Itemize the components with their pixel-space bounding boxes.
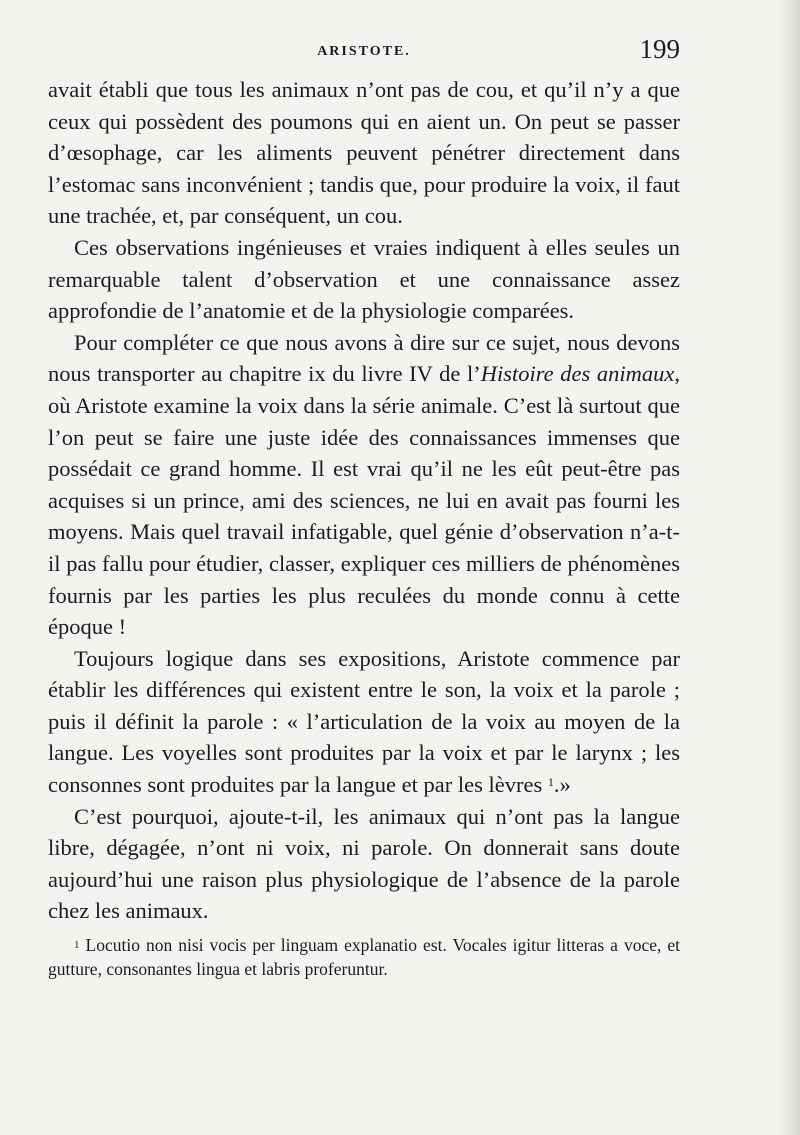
book-page bbox=[48, 30, 680, 981]
paragraph-3-text-a: Pour compléter ce que nous avons à dire sur ce sujet, nous devons nous transporter au chapitre ix du livre IV de l’ bbox=[48, 329, 680, 387]
page-edge-shadow bbox=[778, 0, 800, 1135]
book-title-italic: Histoire des animaux bbox=[480, 361, 675, 387]
footnote-text: Locutio non nisi vocis per linguam explanatio est. Vocales igitur litteras a voce, et gutture, consonantes lingua et labris proferuntur. bbox=[48, 935, 680, 980]
running-title: ARISTOTE. bbox=[317, 44, 411, 59]
paragraph-5: C’est pourquoi, ajoute-t-il, les animaux qui n’ont pas la langue libre, dégagée, n’ont ni voix, ni parole. On donnerait sans doute aujourd’hui une raison plus physiologique de l’absence de la parole chez les animaux. bbox=[48, 803, 680, 924]
paragraph-4-end: .» bbox=[553, 772, 571, 798]
page-number: 199 bbox=[639, 34, 680, 64]
paragraph-3-text-b: , où Aristote examine la voix dans la série animale. C’est là surtout que l’on peut se faire une juste idée des connaissances immenses que possédait ce grand homme. Il est vrai qu’il ne les eût peut-être pas acquises si un prince, ami des sciences, ne lui en avait pas fourni les moyens. Mais quel travail infatigable, quel génie d’observation n’a-t-il pas fallu pour étudier, classer, expliquer ces milliers de phénomènes fournis par les parties les plus reculées du monde connu à cette époque ! bbox=[48, 361, 680, 640]
paragraph-4 bbox=[48, 643, 680, 801]
paragraph-1: avait établi que tous les animaux n’ont pas de cou, et qu’il n’y a que ceux qui possèdent des poumons qui en aient un. On peut se passer d’œsophage, car les aliments peuvent pénétrer directement dans l’estomac sans inconvénient ; tandis que, pour produire la voix, il faut une trachée, et, par conséquent, un cou. bbox=[48, 77, 680, 229]
running-head bbox=[48, 30, 680, 74]
paragraph-4-text: Toujours logique dans ses expositions, Aristote commence par établir les différences qui existent entre le son, la voix et la parole ; puis il définit la parole : « l’articulation de la voix au moyen de la langue. Les voyelles sont produites par la voix et par le larynx ; les consonnes sont produites par la langue et par les lèvres bbox=[48, 645, 680, 798]
footnote bbox=[48, 933, 680, 981]
footnote-marker: 1 bbox=[74, 939, 80, 952]
footnote-reference: 1 bbox=[547, 775, 554, 790]
paragraph-3 bbox=[48, 327, 680, 643]
paragraph-2: Ces observations ingénieuses et vraies indiquent à elles seules un remarquable talent d’observation et une connaissance assez approfondie de l’anatomie et de la physiologie comparées. bbox=[48, 234, 680, 324]
